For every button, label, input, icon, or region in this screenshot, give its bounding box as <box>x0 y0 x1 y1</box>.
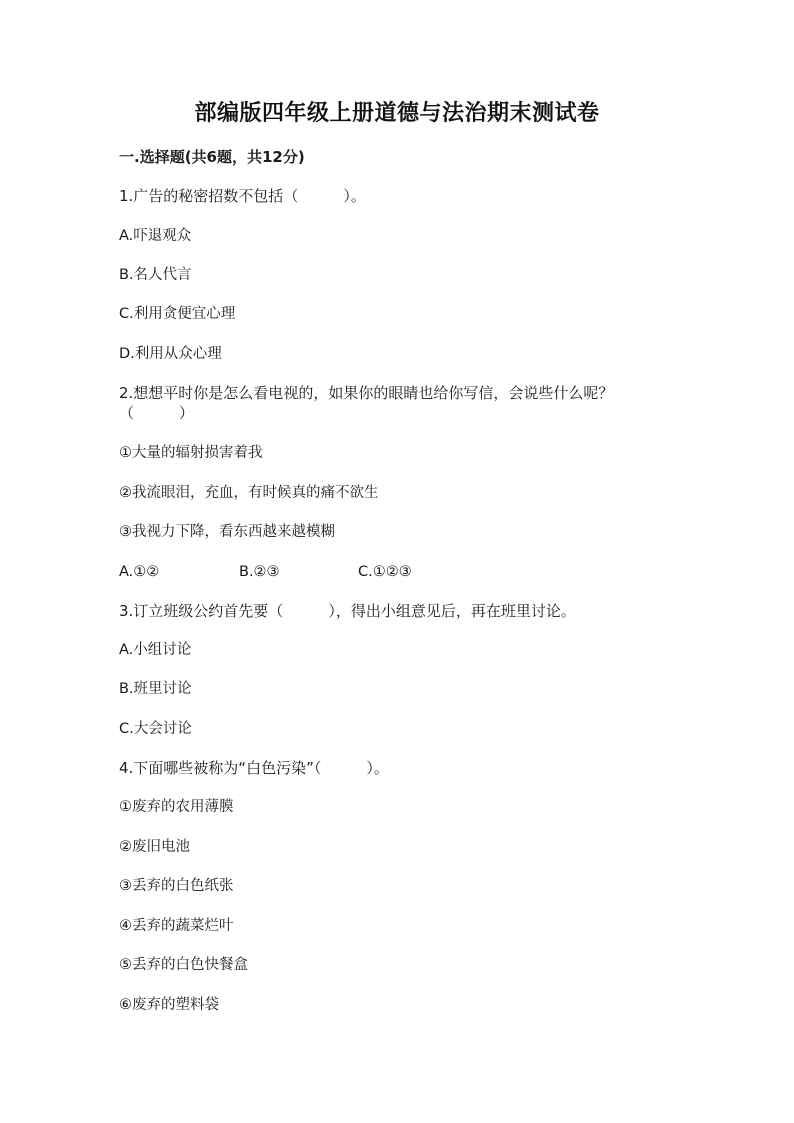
question-2-stem-line-2: （ ） <box>119 404 195 422</box>
question-1-option-d: D.利用从众心理 <box>119 346 222 362</box>
section-heading: 一.选择题(共6题，共12分) <box>119 148 305 166</box>
page-title: 部编版四年级上册道德与法治期末测试卷 <box>194 100 600 126</box>
question-4-item-1: ①废弃的农用薄膜 <box>119 799 234 815</box>
question-2-item-2: ②我流眼泪，充血，有时候真的痛不欲生 <box>119 485 379 501</box>
question-1-stem: 1.广告的秘密招数不包括（ ）。 <box>119 187 366 205</box>
question-4-item-2: ②废旧电池 <box>119 839 190 855</box>
question-2-item-1: ①大量的辐射损害着我 <box>119 445 263 461</box>
question-4-item-6: ⑥废弃的塑料袋 <box>119 997 219 1013</box>
question-2-item-3: ③我视力下降，看东西越来越模糊 <box>119 524 335 540</box>
question-1-option-a: A.吓退观众 <box>119 228 192 244</box>
question-3-option-a: A.小组讨论 <box>119 642 192 658</box>
question-1-option-b: B.名人代言 <box>119 267 192 283</box>
question-2-option-b: B.②③ <box>239 564 280 580</box>
question-3-option-b: B.班里讨论 <box>119 681 192 697</box>
question-1-option-c: C.利用贪便宜心理 <box>119 306 236 322</box>
question-4-stem: 4.下面哪些被称为“白色污染”（ ）。 <box>119 759 389 777</box>
question-3-option-c: C.大会讨论 <box>119 721 192 737</box>
question-3-stem: 3.订立班级公约首先要（ ），得出小组意见后，再在班里讨论。 <box>119 602 576 620</box>
question-4-item-3: ③丢弃的白色纸张 <box>119 878 234 894</box>
question-4-item-4: ④丢弃的蔬菜烂叶 <box>119 918 234 934</box>
question-2-stem-line-1: 2.想想平时你是怎么看电视的，如果你的眼睛也给你写信，会说些什么呢？ <box>119 384 614 402</box>
question-2-option-c: C.①②③ <box>358 564 412 580</box>
question-4-item-5: ⑤丢弃的白色快餐盒 <box>119 957 248 973</box>
question-2-option-a: A.①② <box>119 564 160 580</box>
